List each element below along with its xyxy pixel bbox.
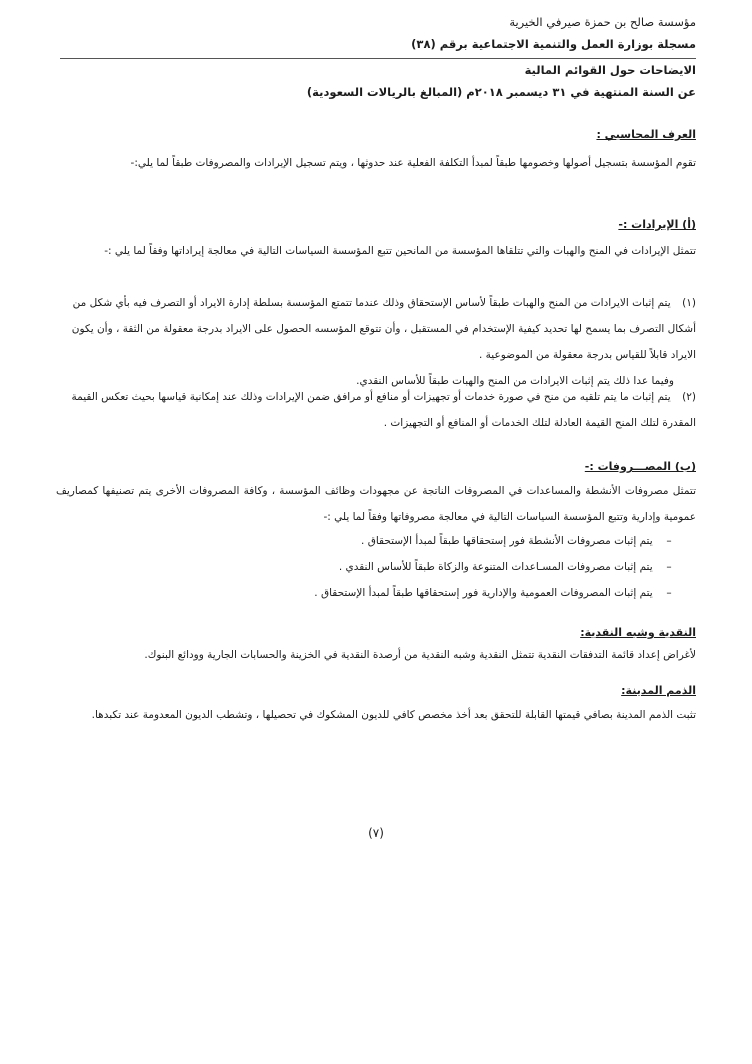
expenses-intro: تتمثل مصروفات الأنشطة والمساعدات في المصروفات الناتجة عن مجهودات وظائف المؤسسة ، وكافة المصروفات الأخرى يتم تصنيفها كمصاريف عمومية وإدارية وتتبع المؤسسة السياسات التالية في معالجة مصروفاتها وفقاً لما يلي :- xyxy=(56,485,696,523)
expenses-heading: (ب) المصـــروفات :- xyxy=(584,460,696,473)
header-divider xyxy=(60,58,696,59)
revenue-item-2 xyxy=(56,384,696,436)
revenue-item-1-text: يتم إثبات الايرادات من المنح والهبات طبقاً لأساس الإستحقاق وذلك عندما تتمتع المؤسسة بسلطة إدارة الايراد أو التصرف فيه بأي شكل من أشكال التصرف بما يسمح لها تحديد كيفية الإستخدام في المستقبل ، وأن تتوقع المؤسسه الحصول على الايراد بدرجة معقولة من الثقة ، وأن يكون الايراد قابلاً للقياس بدرجة معقولة من الموضوعية . xyxy=(71,297,696,361)
expense-bullet-2-text: يتم إثبات مصروفات المسـاعدات المتنوعة والزكاة طبقاً للأساس النقدي . xyxy=(338,561,653,573)
revenue-item-1-note: وفيما عدا ذلك يتم إثبات الايرادات من المنح والهبات طبقاً للأساس النقدي. xyxy=(356,375,674,387)
expense-bullet-3 xyxy=(56,580,682,606)
org-name: مؤسسة صالح بن حمزة صيرفي الخيرية xyxy=(509,15,696,29)
revenue-item-1-number: (١) xyxy=(682,297,696,309)
expense-bullet-1 xyxy=(56,528,682,554)
bullet-dash-icon: – xyxy=(666,561,672,573)
registration-line: مسجلة بوزارة العمل والتنمية الاجتماعية برقم (٣٨) xyxy=(411,37,696,51)
bullet-dash-icon: – xyxy=(666,587,672,599)
page-number: (٧) xyxy=(368,826,384,840)
revenue-item-1 xyxy=(56,290,696,368)
receivables-heading: الذمم المدينة: xyxy=(621,684,696,697)
cash-heading: النقدية وشبه النقدية: xyxy=(580,626,696,639)
revenue-item-2-number: (٢) xyxy=(682,391,696,403)
bullet-dash-icon: – xyxy=(666,535,672,547)
accounting-convention-text: تقوم المؤسسة بتسجيل أصولها وخصومها طبقاً لمبدأ التكلفة الفعلية عند حدوثها ، ويتم تسجيل الإيرادات والمصروفات طبقاً لما يلي:- xyxy=(130,157,696,169)
expense-bullet-1-text: يتم إثبات مصروفات الأنشطة فور إستحقاقها طبقاً لمبدأ الإستحقاق . xyxy=(361,535,653,547)
document-title: الايضاحات حول القوائم المالية xyxy=(524,63,696,77)
cash-text: لأغراض إعداد قائمة التدفقات النقدية تتمثل النقدية وشبه النقدية من أرصدة النقدية في الخزينة والحسابات الجارية وودائع البنوك. xyxy=(144,649,696,661)
expense-bullet-3-text: يتم إثبات المصروفات العمومية والإدارية فور إستحقاقها طبقاً لمبدأ الإستحقاق . xyxy=(314,587,653,599)
receivables-text: تثبت الذمم المدينة بصافي قيمتها القابلة للتحقق بعد أخذ مخصص كافي للديون المشكوك في تحصيلها ، وتشطب الديون المعدومة عند تكبدها. xyxy=(91,709,696,721)
document-period: عن السنة المنتهية في ٣١ ديسمبر ٢٠١٨م (المبالغ بالريالات السعودية) xyxy=(306,85,696,99)
revenues-intro: تتمثل الإيرادات في المنح والهبات والتي تتلقاها المؤسسة من المانحين تتبع المؤسسة السياسات التالية في معالجة إيراداتها وفقاً لما يلي :- xyxy=(104,245,696,257)
expense-bullet-2 xyxy=(56,554,682,580)
accounting-convention-heading: العرف المحاسبي : xyxy=(596,128,696,141)
revenue-item-2-text: يتم إثبات ما يتم تلقيه من منح في صورة خدمات أو تجهيزات أو منافع أو مرافق ضمن الإيرادات وذلك عند إمكانية قياسها بحيث تعكس القيمة المقدرة لتلك المنح القيمة العادلة لتلك الخدمات أو المنافع أو التجهيزات . xyxy=(71,391,696,429)
revenues-heading: (أ) الإيرادات :- xyxy=(618,218,696,231)
